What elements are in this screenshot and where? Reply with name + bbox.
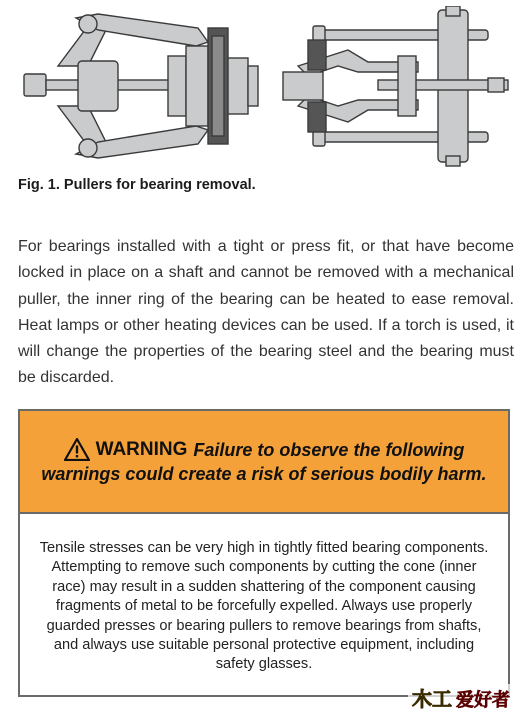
body-paragraph: For bearings installed with a tight or press fit, or that have become locked in place on a shaft and cannot be removed with a mechanical puller, the inner ring of the bearing can be heated to ease removal. Heat lamps or other heating devices can be used. If a torch is used, it will change the properties of the bearing steel and the bearing must be discarded. [18,238,514,387]
two-jaw-puller-drawing [24,14,258,158]
warning-triangle-icon [64,438,90,461]
watermark-logo [406,680,526,714]
warning-header [20,411,508,514]
warning-body-text: Tensile stresses can be very high in tightly fitted bearing components. Attempting to remove such components by cutting the cone (inner race) may result in a sudden shattering of the component causing fragments of metal to be forcefully expelled. Always use properly guarded presses or bearing pullers to remove bearings from shafts, and always use suitable personal protective equipment, including safety glasses. [39,540,489,673]
warning-subtitle-part1: Failure to observe the following [193,439,465,460]
bearing-separator-puller-drawing [283,6,508,166]
svg-text:木工: 木工 [412,687,452,711]
warning-subtitle-part2: warnings could create a risk of serious bodily harm. [41,463,487,484]
warning-title: WARNING [95,438,188,460]
warning-header-line1 [64,438,465,462]
figure-caption: Fig. 1. Pullers for bearing removal. [18,177,256,193]
warning-box [18,409,510,697]
bearing-pullers-illustration [18,6,518,176]
svg-text:爱好者: 爱好者 [456,690,510,711]
